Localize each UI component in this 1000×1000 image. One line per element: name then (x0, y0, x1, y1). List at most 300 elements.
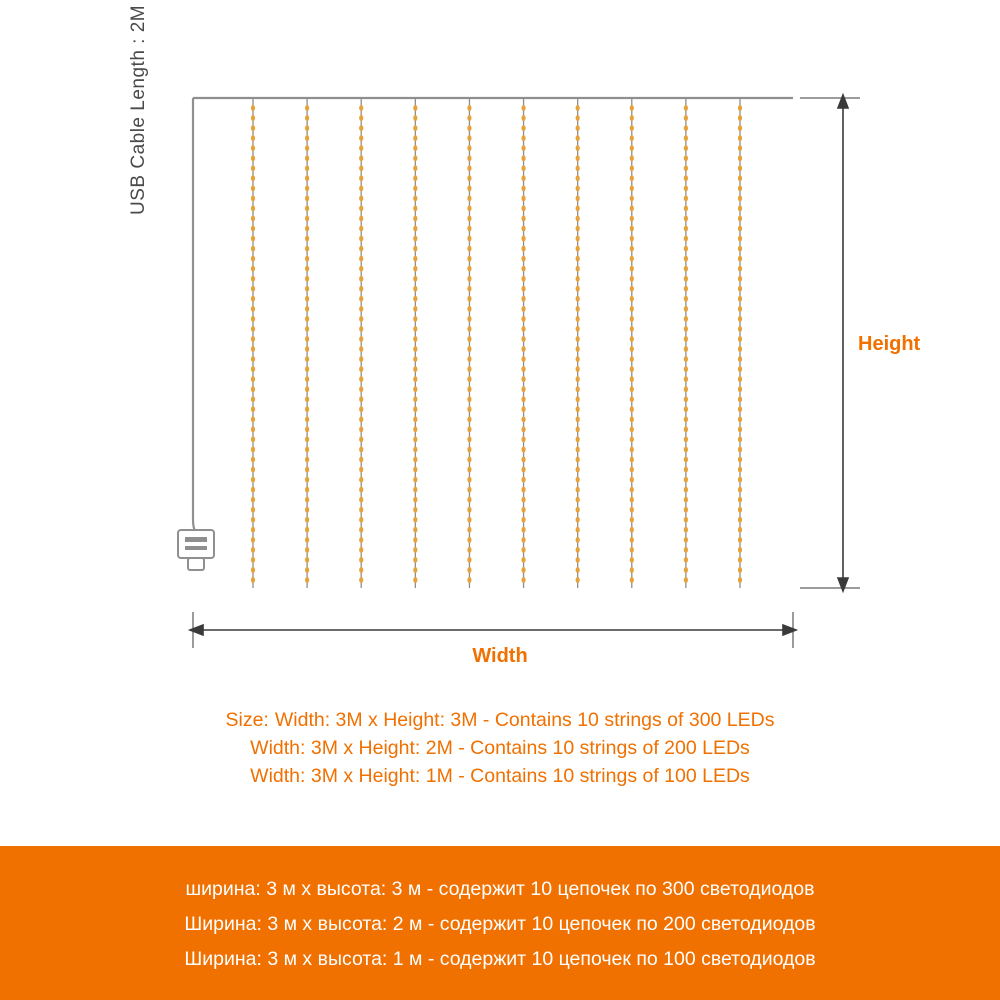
led-bulb (684, 155, 688, 161)
led-bulb (684, 246, 688, 252)
led-bulb (359, 105, 363, 111)
led-bulb (413, 195, 417, 201)
led-bulb (684, 537, 688, 543)
led-bulb (359, 356, 363, 362)
led-bulb (467, 477, 471, 483)
led-bulb (359, 537, 363, 543)
led-bulb (576, 547, 580, 553)
led-bulb (359, 266, 363, 272)
led-bulb (630, 456, 634, 462)
led-bulb (251, 456, 255, 462)
led-bulb (251, 557, 255, 563)
led-bulb (684, 497, 688, 503)
led-bulb (576, 226, 580, 232)
led-bulb (359, 386, 363, 392)
led-bulb (630, 517, 634, 523)
led-bulb (305, 487, 309, 493)
led-bulb (576, 456, 580, 462)
led-bulb (359, 145, 363, 151)
led-bulb (630, 416, 634, 422)
led-bulb (251, 316, 255, 322)
led-bulb (305, 446, 309, 452)
led-bulb (576, 406, 580, 412)
led-bulb (521, 115, 525, 121)
led-bulb (738, 547, 742, 553)
led-bulb (630, 195, 634, 201)
led-bulb (467, 336, 471, 342)
width-dimension (190, 612, 796, 648)
led-bulb (576, 286, 580, 292)
led-bulb (359, 507, 363, 513)
led-bulb (359, 195, 363, 201)
led-bulb (359, 376, 363, 382)
led-bulb (684, 487, 688, 493)
led-bulb (251, 446, 255, 452)
led-bulb (413, 436, 417, 442)
led-bulb (413, 557, 417, 563)
height-dimension (800, 95, 860, 591)
led-bulb (251, 416, 255, 422)
led-bulb (251, 115, 255, 121)
led-bulb (251, 426, 255, 432)
led-bulb (251, 396, 255, 402)
led-bulb (630, 215, 634, 221)
led-bulb (684, 286, 688, 292)
led-bulb (630, 105, 634, 111)
led-bulb (467, 436, 471, 442)
spec-ru-line-2: Ширина: 3 м x высота: 2 м - содержит 10 цепочек по 200 светодиодов (184, 913, 816, 935)
led-bulb (576, 326, 580, 332)
led-bulb (359, 487, 363, 493)
led-bulb (576, 296, 580, 302)
led-bulb (413, 155, 417, 161)
led-bulb (359, 246, 363, 252)
led-bulb (576, 185, 580, 191)
led-bulb (413, 256, 417, 262)
led-bulb (630, 376, 634, 382)
led-bulb (359, 256, 363, 262)
led-bulb (467, 266, 471, 272)
led-bulb (251, 246, 255, 252)
led-bulb (738, 346, 742, 352)
led-bulb (359, 185, 363, 191)
led-bulb (305, 507, 309, 513)
led-bulb (521, 316, 525, 322)
led-bulb (576, 567, 580, 573)
led-bulb (467, 115, 471, 121)
led-bulb (467, 326, 471, 332)
led-bulb (251, 175, 255, 181)
led-bulb (359, 406, 363, 412)
led-bulb (684, 105, 688, 111)
led-bulb (467, 256, 471, 262)
led-bulb (521, 416, 525, 422)
led-bulb (413, 326, 417, 332)
led-bulb (738, 236, 742, 242)
led-bulb (359, 477, 363, 483)
led-bulb (305, 497, 309, 503)
led-bulb (576, 386, 580, 392)
led-bulb (305, 376, 309, 382)
led-bulb (251, 125, 255, 131)
led-bulb (630, 185, 634, 191)
led-bulb (467, 346, 471, 352)
led-bulb (630, 155, 634, 161)
led-bulb (467, 145, 471, 151)
led-bulb (738, 567, 742, 573)
spec-line-3: Width: 3M x Height: 1M - Contains 10 strings of 100 LEDs (250, 765, 750, 787)
led-bulb (576, 155, 580, 161)
led-bulb (684, 406, 688, 412)
led-bulb (251, 276, 255, 282)
led-bulb (413, 487, 417, 493)
led-bulb (576, 477, 580, 483)
led-bulb (413, 346, 417, 352)
led-bulb (738, 326, 742, 332)
led-bulb (576, 346, 580, 352)
led-bulb (467, 406, 471, 412)
led-bulb (413, 396, 417, 402)
led-bulb (359, 115, 363, 121)
led-bulb (521, 487, 525, 493)
led-bulb (738, 577, 742, 583)
led-bulb (359, 547, 363, 553)
led-bulb (413, 517, 417, 523)
led-bulb (251, 356, 255, 362)
led-bulb (251, 346, 255, 352)
led-bulb (738, 145, 742, 151)
led-bulb (251, 195, 255, 201)
led-bulb (413, 366, 417, 372)
led-bulb (738, 175, 742, 181)
led-bulb (467, 396, 471, 402)
led-bulb (738, 396, 742, 402)
led-bulb (413, 537, 417, 543)
led-bulb (684, 356, 688, 362)
usb-connector-icon (178, 530, 214, 570)
led-bulb (738, 386, 742, 392)
led-bulb (251, 527, 255, 533)
led-bulb (521, 165, 525, 171)
led-bulb (251, 266, 255, 272)
led-bulb (359, 416, 363, 422)
led-bulb (413, 386, 417, 392)
led-bulb (251, 135, 255, 141)
led-bulb (413, 306, 417, 312)
led-bulb (521, 366, 525, 372)
led-bulb (630, 175, 634, 181)
led-bulb (738, 336, 742, 342)
led-bulb (521, 306, 525, 312)
led-bulb (305, 296, 309, 302)
led-bulb (251, 406, 255, 412)
led-bulb (576, 396, 580, 402)
led-bulb (413, 356, 417, 362)
led-bulb (738, 185, 742, 191)
led-bulb (738, 165, 742, 171)
led-bulb (467, 507, 471, 513)
led-bulb (521, 477, 525, 483)
russian-spec-band (0, 846, 1000, 1000)
led-bulb (684, 135, 688, 141)
led-bulb (305, 436, 309, 442)
led-bulb (413, 446, 417, 452)
led-bulb (738, 376, 742, 382)
led-bulb (684, 226, 688, 232)
led-bulb (251, 436, 255, 442)
led-bulb (359, 557, 363, 563)
led-bulb (413, 376, 417, 382)
led-bulb (684, 256, 688, 262)
led-bulb (305, 396, 309, 402)
led-bulb (521, 236, 525, 242)
led-bulb (738, 125, 742, 131)
led-bulb (305, 406, 309, 412)
led-bulb (413, 115, 417, 121)
led-bulb (305, 266, 309, 272)
led-bulb (413, 286, 417, 292)
led-bulb (359, 577, 363, 583)
led-bulb (413, 135, 417, 141)
led-bulb (251, 467, 255, 473)
led-bulb (467, 316, 471, 322)
spec-line-2: Width: 3M x Height: 2M - Contains 10 strings of 200 LEDs (250, 737, 750, 759)
led-bulb (576, 537, 580, 543)
led-bulb (467, 577, 471, 583)
led-bulb (305, 386, 309, 392)
led-bulb (738, 205, 742, 211)
led-bulb (521, 155, 525, 161)
led-bulb (521, 567, 525, 573)
led-bulb (359, 296, 363, 302)
led-bulb (305, 517, 309, 523)
led-bulb (630, 487, 634, 493)
led-bulb (576, 246, 580, 252)
led-bulb (684, 547, 688, 553)
led-bulb (630, 326, 634, 332)
led-bulb (684, 236, 688, 242)
led-bulb (467, 276, 471, 282)
led-bulb (521, 205, 525, 211)
led-bulb (684, 195, 688, 201)
led-bulb (359, 426, 363, 432)
led-bulb (251, 236, 255, 242)
led-bulb (251, 286, 255, 292)
led-bulb (576, 165, 580, 171)
led-bulb (630, 477, 634, 483)
led-bulb (467, 226, 471, 232)
led-bulb (576, 557, 580, 563)
led-bulb (521, 436, 525, 442)
led-bulb (630, 507, 634, 513)
led-bulb (521, 396, 525, 402)
led-bulb (359, 517, 363, 523)
led-bulb (305, 115, 309, 121)
led-bulb (305, 557, 309, 563)
led-bulb (684, 366, 688, 372)
led-bulb (738, 406, 742, 412)
led-bulb (630, 306, 634, 312)
led-bulb (251, 205, 255, 211)
led-bulb (521, 446, 525, 452)
led-bulb (467, 366, 471, 372)
led-bulb (305, 537, 309, 543)
led-bulb (359, 135, 363, 141)
led-bulb (467, 456, 471, 462)
led-bulb (305, 416, 309, 422)
led-bulb (467, 246, 471, 252)
led-bulb (576, 577, 580, 583)
led-bulb (521, 175, 525, 181)
led-bulb (576, 366, 580, 372)
led-bulb (630, 547, 634, 553)
led-bulb (359, 456, 363, 462)
led-bulb (738, 557, 742, 563)
led-bulb (738, 306, 742, 312)
led-bulb (251, 366, 255, 372)
led-bulb (467, 155, 471, 161)
led-bulb (521, 346, 525, 352)
led-bulb (359, 326, 363, 332)
led-bulb (576, 497, 580, 503)
led-bulb (521, 286, 525, 292)
led-bulb (738, 105, 742, 111)
led-bulb (738, 507, 742, 513)
led-bulb (305, 456, 309, 462)
led-bulb (684, 336, 688, 342)
led-bulb (738, 456, 742, 462)
usb-lead-wire (193, 98, 196, 533)
led-bulb (359, 467, 363, 473)
led-bulb (359, 316, 363, 322)
led-bulb (467, 527, 471, 533)
led-bulb (467, 215, 471, 221)
led-bulb (467, 306, 471, 312)
led-bulb (251, 215, 255, 221)
led-bulb (738, 286, 742, 292)
led-bulb (630, 256, 634, 262)
led-bulb (413, 547, 417, 553)
led-bulb (521, 135, 525, 141)
led-bulb (576, 145, 580, 151)
led-bulb (521, 105, 525, 111)
led-bulb (251, 256, 255, 262)
led-bulb (251, 185, 255, 191)
led-bulb (467, 175, 471, 181)
led-bulb (521, 507, 525, 513)
led-bulb (630, 205, 634, 211)
led-bulb (521, 537, 525, 543)
led-bulb (738, 296, 742, 302)
led-bulb (413, 316, 417, 322)
led-bulb (521, 336, 525, 342)
led-bulb (684, 477, 688, 483)
led-bulb (576, 175, 580, 181)
led-bulb (684, 115, 688, 121)
led-bulb (684, 346, 688, 352)
led-bulb (305, 226, 309, 232)
led-bulb (251, 336, 255, 342)
led-bulb (684, 517, 688, 523)
led-bulb (684, 507, 688, 513)
led-bulb (305, 256, 309, 262)
led-bulb (467, 105, 471, 111)
led-bulb (359, 236, 363, 242)
led-bulb (521, 557, 525, 563)
led-bulb (467, 165, 471, 171)
led-bulb (630, 446, 634, 452)
led-bulb (305, 135, 309, 141)
led-bulb (521, 246, 525, 252)
led-bulb (684, 416, 688, 422)
led-bulb (251, 567, 255, 573)
led-bulb (251, 165, 255, 171)
led-bulb (413, 226, 417, 232)
led-bulb (413, 527, 417, 533)
width-label: Width (472, 645, 528, 667)
led-bulb (738, 467, 742, 473)
led-bulb (521, 185, 525, 191)
led-bulb (630, 396, 634, 402)
led-bulb (738, 477, 742, 483)
led-bulb (684, 467, 688, 473)
led-bulb (576, 416, 580, 422)
led-strands (251, 98, 742, 588)
led-bulb (251, 487, 255, 493)
led-bulb (305, 215, 309, 221)
led-bulb (467, 467, 471, 473)
spec-text-1: Width: 3M x Height: 3M - Contains 10 strings of 300 LEDs (274, 709, 775, 731)
led-bulb (467, 497, 471, 503)
led-bulb (684, 326, 688, 332)
led-bulb (630, 266, 634, 272)
led-bulb (684, 557, 688, 563)
led-bulb (467, 426, 471, 432)
led-bulb (630, 286, 634, 292)
led-bulb (738, 527, 742, 533)
led-bulb (630, 386, 634, 392)
led-bulb (738, 316, 742, 322)
led-bulb (251, 326, 255, 332)
led-bulb (576, 236, 580, 242)
led-bulb (305, 165, 309, 171)
led-bulb (630, 236, 634, 242)
led-bulb (467, 416, 471, 422)
led-bulb (251, 537, 255, 543)
led-bulb (359, 286, 363, 292)
led-bulb (576, 376, 580, 382)
led-bulb (521, 195, 525, 201)
led-bulb (630, 316, 634, 322)
led-bulb (413, 507, 417, 513)
led-bulb (738, 436, 742, 442)
led-bulb (576, 276, 580, 282)
led-bulb (251, 155, 255, 161)
led-bulb (576, 507, 580, 513)
led-bulb (684, 396, 688, 402)
led-bulb (684, 446, 688, 452)
led-bulb (630, 246, 634, 252)
led-bulb (413, 105, 417, 111)
led-bulb (359, 346, 363, 352)
led-bulb (467, 567, 471, 573)
led-bulb (684, 215, 688, 221)
led-bulb (413, 246, 417, 252)
led-bulb (359, 165, 363, 171)
led-bulb (521, 276, 525, 282)
led-bulb (576, 336, 580, 342)
led-bulb (630, 537, 634, 543)
